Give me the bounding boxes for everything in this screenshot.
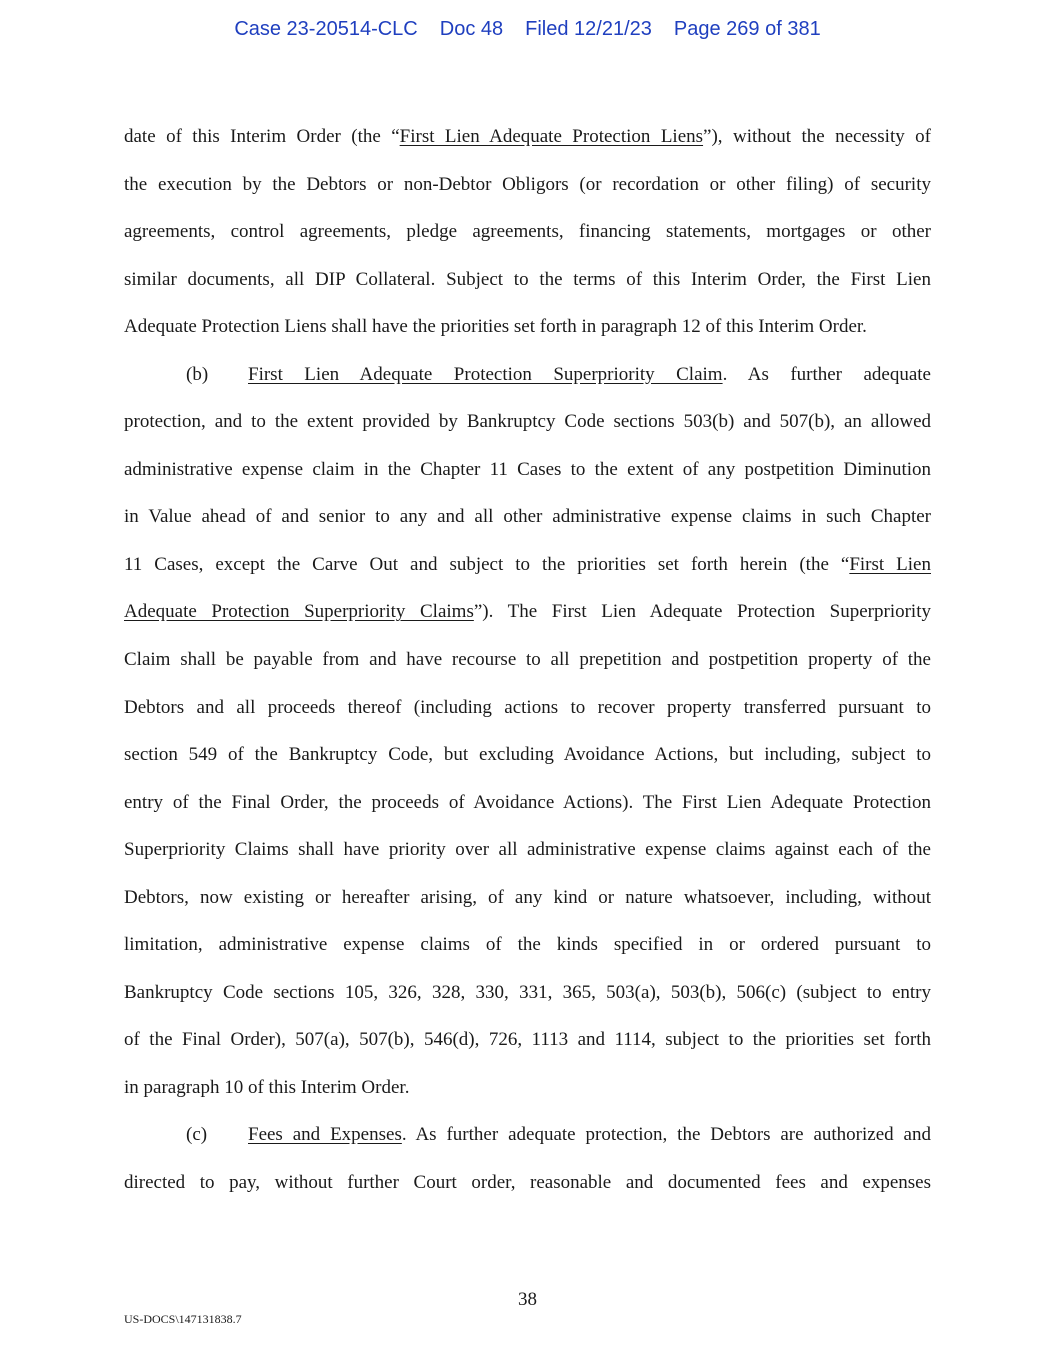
case-number: Case 23-20514-CLC [234,18,418,40]
defined-term: First Lien [849,553,931,575]
paragraph-title: Fees and Expenses [248,1124,402,1146]
text-line: Debtors, now existing or hereafter arising, of any kind or nature whatsoever, including, without [124,886,931,908]
document-id: US-DOCS\147131838.7 [124,1312,242,1326]
paragraph-label: (b) [186,363,209,385]
text-line: 11 Cases, except the Carve Out and subject to the priorities set forth herein (the “First Lien [124,553,931,575]
paragraph-c-heading: (c) Fees and Expenses. As further adequate protection, the Debtors are authorized and [124,1116,931,1164]
text-line: section 549 of the Bankruptcy Code, but excluding Avoidance Actions, but including, subject to [124,744,931,766]
paragraph-title: First Lien Adequate Protection Superpriority Claim [248,363,723,385]
defined-term: Adequate Protection Superpriority Claims [124,601,474,623]
text-line: date of this Interim Order (the “First Lien Adequate Protection Liens”), without the necessity of [124,126,931,147]
text-line: directed to pay, without further Court order, reasonable and documented fees and expenses [124,1172,931,1194]
filed-date: Filed 12/21/23 [525,18,652,40]
text-line: in paragraph 10 of this Interim Order. [124,1076,410,1098]
paragraph-label: (c) [186,1124,208,1146]
text-line: entry of the Final Order, the proceeds of Avoidance Actions). The First Lien Adequate Protection [124,791,931,813]
text-line: agreements, control agreements, pledge agreements, financing statements, mortgages or other [124,221,931,243]
doc-number: Doc 48 [439,18,504,40]
text-line: administrative expense claim in the Chapter 11 Cases to the extent of any postpetition Diminution [124,458,931,480]
case-header [0,18,1055,41]
text-line: similar documents, all DIP Collateral. Subject to the terms of this Interim Order, the First Lien [124,268,931,290]
page-of-total: Page 269 of 381 [673,18,821,40]
text-line: Claim shall be payable from and have recourse to all prepetition and postpetition property of the [124,649,931,671]
document-body [124,118,931,1212]
text-line: Adequate Protection Liens shall have the priorities set forth in paragraph 12 of this Interim Order. [124,316,867,338]
text-line: protection, and to the extent provided by Bankruptcy Code sections 503(b) and 507(b), an allowed [124,411,931,433]
paragraph-b-heading: (b) First Lien Adequate Protection Superpriority Claim. As further adequate [124,356,931,404]
text-line: Debtors and all proceeds thereof (including actions to recover property transferred pursuant to [124,696,931,718]
text-line: Adequate Protection Superpriority Claims”). The First Lien Adequate Protection Superpriority [124,601,931,623]
defined-term: First Lien Adequate Protection Liens [399,126,704,147]
text-line: in Value ahead of and senior to any and all other administrative expense claims in such Chapter [124,506,931,528]
page-number: 38 [518,1289,537,1310]
text-line: Superpriority Claims shall have priority over all administrative expense claims against each of the [124,839,931,861]
text-line: limitation, administrative expense claims of the kinds specified in or ordered pursuant to [124,934,931,956]
text-line: the execution by the Debtors or non-Debtor Obligors (or recordation or other filing) of security [124,173,931,195]
text-line: Bankruptcy Code sections 105, 326, 328, 330, 331, 365, 503(a), 503(b), 506(c) (subject to entry [124,981,931,1003]
text-line: of the Final Order), 507(a), 507(b), 546(d), 726, 1113 and 1114, subject to the priorities set forth [124,1029,931,1051]
